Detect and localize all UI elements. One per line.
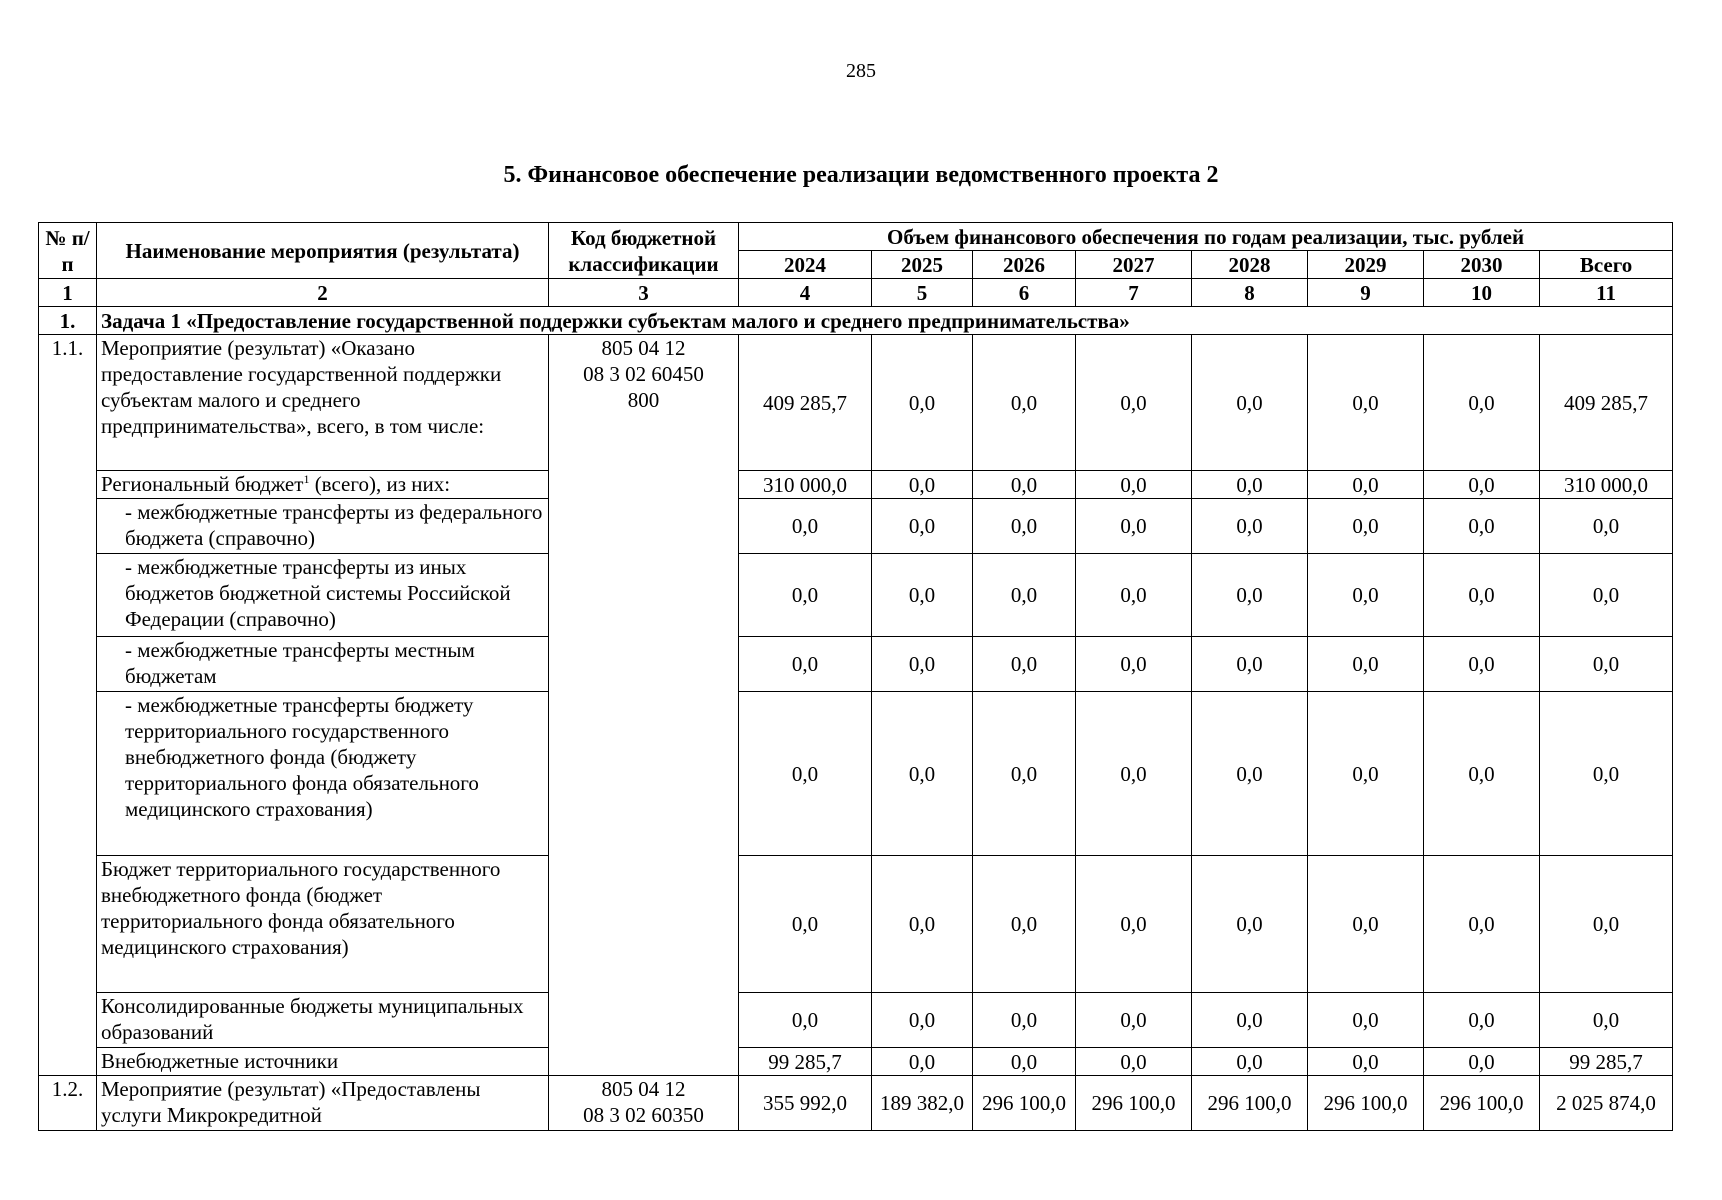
value-cell: 0,0 (872, 856, 973, 993)
value-cell: 296 100,0 (973, 1076, 1076, 1131)
column-number: 9 (1308, 279, 1424, 307)
value-cell: 0,0 (1308, 856, 1424, 993)
column-number: 10 (1424, 279, 1540, 307)
row-label: Мероприятие (результат) «Оказано предоставление государственной поддержки субъектам малого и среднего предпринимательства», всего, в том числе: (97, 335, 549, 471)
header-year: 2025 (872, 251, 973, 279)
value-cell: 0,0 (1192, 471, 1308, 499)
value-cell: 0,0 (1540, 554, 1673, 637)
header-year: 2029 (1308, 251, 1424, 279)
column-number: 1 (39, 279, 97, 307)
value-cell: 0,0 (973, 471, 1076, 499)
value-cell: 0,0 (1424, 637, 1540, 692)
value-cell: 0,0 (739, 692, 872, 856)
column-number: 4 (739, 279, 872, 307)
column-number: 8 (1192, 279, 1308, 307)
value-cell: 0,0 (1424, 692, 1540, 856)
header-num: № п/п (39, 223, 97, 279)
value-cell: 0,0 (1076, 692, 1192, 856)
value-cell: 0,0 (1424, 335, 1540, 471)
value-cell: 0,0 (1308, 554, 1424, 637)
value-cell: 2 025 874,0 (1540, 1076, 1673, 1131)
value-cell: 0,0 (973, 554, 1076, 637)
value-cell: 0,0 (1308, 499, 1424, 554)
budget-code: 805 04 12 08 3 02 60350 (549, 1076, 739, 1131)
value-cell: 0,0 (872, 637, 973, 692)
table-row (39, 637, 1673, 692)
value-cell: 0,0 (1076, 499, 1192, 554)
value-cell: 355 992,0 (739, 1076, 872, 1131)
row-label: Консолидированные бюджеты муниципальных образований (97, 993, 549, 1048)
value-cell: 296 100,0 (1192, 1076, 1308, 1131)
value-cell: 296 100,0 (1424, 1076, 1540, 1131)
header-volume: Объем финансового обеспечения по годам реализации, тыс. рублей (739, 223, 1673, 251)
column-number: 11 (1540, 279, 1673, 307)
value-cell: 0,0 (1308, 637, 1424, 692)
value-cell: 0,0 (973, 692, 1076, 856)
value-cell: 0,0 (1424, 993, 1540, 1048)
column-number: 6 (973, 279, 1076, 307)
header-year: 2028 (1192, 251, 1308, 279)
value-cell: 0,0 (1540, 856, 1673, 993)
value-cell: 0,0 (872, 554, 973, 637)
table-row (39, 1048, 1673, 1076)
value-cell: 0,0 (1424, 471, 1540, 499)
value-cell: 0,0 (1540, 993, 1673, 1048)
value-cell: 409 285,7 (739, 335, 872, 471)
value-cell: 0,0 (1192, 692, 1308, 856)
value-cell: 0,0 (973, 637, 1076, 692)
value-cell: 0,0 (1424, 1048, 1540, 1076)
value-cell: 0,0 (1076, 1048, 1192, 1076)
row-label-tail: (всего), из них: (309, 472, 451, 496)
table-row (39, 335, 1673, 471)
page-number: 285 (846, 60, 876, 82)
value-cell: 0,0 (739, 499, 872, 554)
value-cell: 0,0 (1192, 554, 1308, 637)
value-cell: 296 100,0 (1308, 1076, 1424, 1131)
header-year: 2030 (1424, 251, 1540, 279)
value-cell: 0,0 (973, 993, 1076, 1048)
value-cell: 0,0 (1424, 554, 1540, 637)
value-cell: 0,0 (1192, 1048, 1308, 1076)
value-cell: 0,0 (1192, 993, 1308, 1048)
row-label: Внебюджетные источники (97, 1048, 549, 1076)
value-cell: 0,0 (1076, 471, 1192, 499)
value-cell: 0,0 (1076, 554, 1192, 637)
value-cell: 0,0 (1540, 499, 1673, 554)
value-cell: 99 285,7 (739, 1048, 872, 1076)
value-cell: 0,0 (1076, 993, 1192, 1048)
budget-code: 805 04 12 08 3 02 60450 800 (549, 335, 739, 1076)
header-total: Всего (1540, 251, 1673, 279)
value-cell: 189 382,0 (872, 1076, 973, 1131)
column-number: 5 (872, 279, 973, 307)
header-year: 2024 (739, 251, 872, 279)
header-year: 2027 (1076, 251, 1192, 279)
value-cell: 0,0 (872, 1048, 973, 1076)
value-cell: 0,0 (973, 499, 1076, 554)
value-cell: 0,0 (1192, 335, 1308, 471)
row-num: 1.1. (39, 335, 97, 1076)
column-number: 3 (549, 279, 739, 307)
value-cell: 0,0 (872, 993, 973, 1048)
row-num: 1.2. (39, 1076, 97, 1131)
value-cell: 0,0 (973, 335, 1076, 471)
value-cell: 0,0 (1540, 637, 1673, 692)
value-cell: 0,0 (872, 499, 973, 554)
value-cell: 0,0 (1192, 499, 1308, 554)
value-cell: 296 100,0 (1076, 1076, 1192, 1131)
value-cell: 310 000,0 (1540, 471, 1673, 499)
value-cell: 0,0 (739, 993, 872, 1048)
value-cell: 0,0 (739, 856, 872, 993)
header-name: Наименование мероприятия (результата) (97, 223, 549, 279)
row-label (97, 471, 549, 499)
row-label-text: Региональный бюджет (101, 472, 304, 496)
table-row (39, 692, 1673, 856)
header-year: 2026 (973, 251, 1076, 279)
value-cell: 0,0 (1424, 856, 1540, 993)
row-label: - межбюджетные трансферты из федерального бюджета (справочно) (97, 499, 549, 554)
task-num: 1. (39, 307, 97, 335)
value-cell: 0,0 (1308, 1048, 1424, 1076)
task-row (39, 307, 1673, 335)
value-cell: 0,0 (1308, 692, 1424, 856)
table-row (39, 554, 1673, 637)
row-label: Бюджет территориального государственного внебюджетного фонда (бюджет территориального фонда обязательного медицинского страхования) (97, 856, 549, 993)
value-cell: 0,0 (872, 335, 973, 471)
value-cell: 0,0 (973, 856, 1076, 993)
header-code: Код бюджетной классификации (549, 223, 739, 279)
value-cell: 0,0 (1308, 471, 1424, 499)
value-cell: 0,0 (1076, 637, 1192, 692)
value-cell: 99 285,7 (1540, 1048, 1673, 1076)
value-cell: 310 000,0 (739, 471, 872, 499)
value-cell: 0,0 (1540, 692, 1673, 856)
footnote-mark: 1 (303, 472, 310, 486)
table-row (39, 1076, 1673, 1131)
value-cell: 409 285,7 (1540, 335, 1673, 471)
financing-table (38, 222, 1673, 1131)
value-cell: 0,0 (973, 1048, 1076, 1076)
column-number: 2 (97, 279, 549, 307)
table-row (39, 499, 1673, 554)
value-cell: 0,0 (1192, 856, 1308, 993)
row-label: - межбюджетные трансферты бюджету территориального государственного внебюджетного фонда (бюджету территориального фонда обязательного медицинского страхования) (97, 692, 549, 856)
row-label: - межбюджетные трансферты местным бюджетам (97, 637, 549, 692)
row-label: Мероприятие (результат) «Предоставлены услуги Микрокредитной (97, 1076, 549, 1131)
value-cell: 0,0 (872, 692, 973, 856)
value-cell: 0,0 (739, 637, 872, 692)
table-row (39, 856, 1673, 993)
section-title: 5. Финансовое обеспечение реализации ведомственного проекта 2 (503, 162, 1219, 188)
value-cell: 0,0 (1076, 335, 1192, 471)
column-number: 7 (1076, 279, 1192, 307)
row-label: - межбюджетные трансферты из иных бюджетов бюджетной системы Российской Федерации (справочно) (97, 554, 549, 637)
value-cell: 0,0 (1076, 856, 1192, 993)
column-number-row (39, 279, 1673, 307)
value-cell: 0,0 (1308, 335, 1424, 471)
value-cell: 0,0 (1308, 993, 1424, 1048)
value-cell: 0,0 (1192, 637, 1308, 692)
table-row (39, 471, 1673, 499)
task-label: Задача 1 «Предоставление государственной поддержки субъектам малого и среднего предпринимательства» (97, 307, 1673, 335)
value-cell: 0,0 (1424, 499, 1540, 554)
table-row (39, 993, 1673, 1048)
value-cell: 0,0 (739, 554, 872, 637)
value-cell: 0,0 (872, 471, 973, 499)
